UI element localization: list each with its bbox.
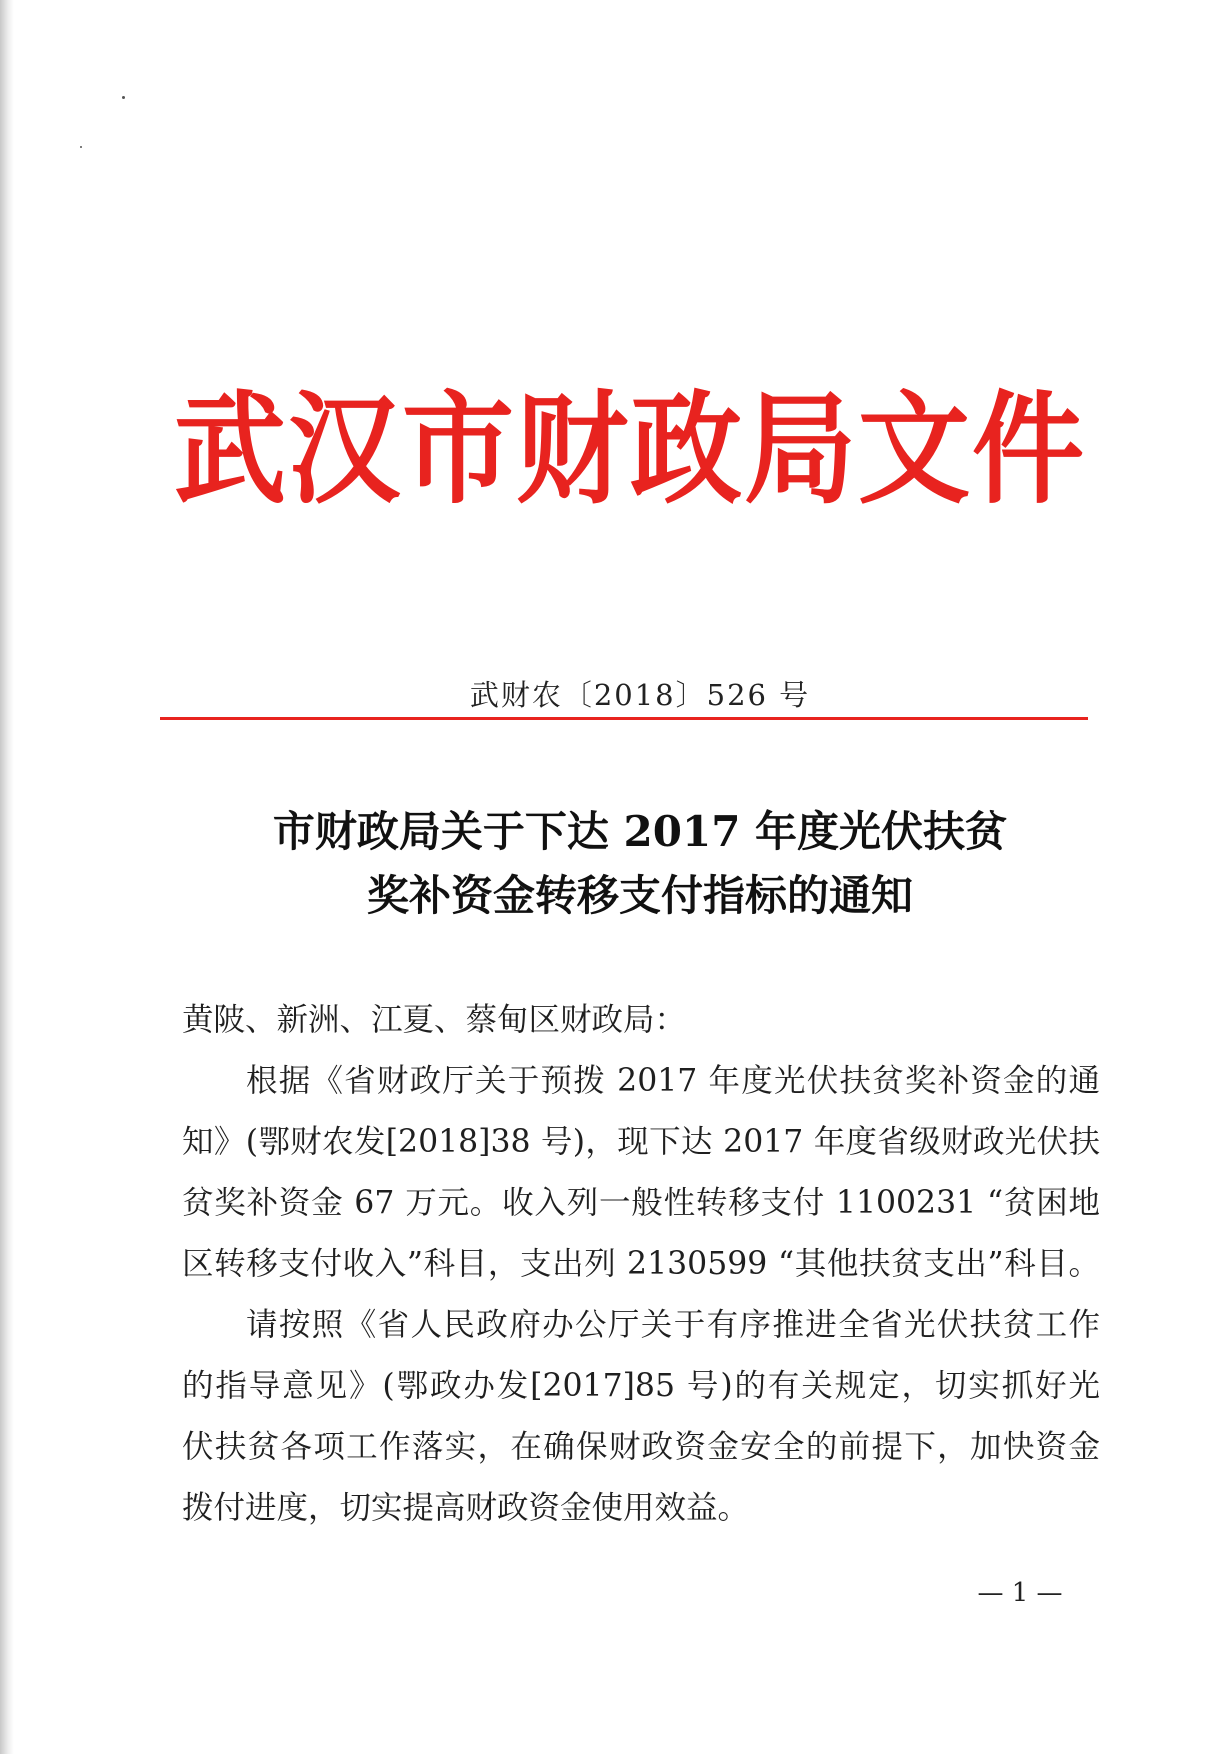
document-number: 武财农〔2018〕526 号 (469, 678, 811, 712)
paragraph-1-line-3: 贫奖补资金 67 万元。收入列一般性转移支付 1100231 “贫困地 (182, 1185, 1100, 1221)
title-line-1: 市财政局关于下达 2017 年度光伏扶贫 (272, 807, 1008, 856)
paragraph-1-line-1: 根据《省财政厅关于预拨 2017 年度光伏扶贫奖补资金的通 (246, 1063, 1100, 1099)
paragraph-2-line-2: 的指导意见》(鄂政办发[2017]85 号)的有关规定，切实抓好光 (182, 1368, 1100, 1404)
scan-edge-shadow (0, 0, 14, 1754)
paragraph-2-line-3: 伏扶贫各项工作落实，在确保财政资金安全的前提下，加快资金 (182, 1429, 1100, 1465)
paragraph-2-line-4: 拨付进度，切实提高财政资金使用效益。 (182, 1490, 750, 1526)
paragraph-2-line-1: 请按照《省人民政府办公厅关于有序推进全省光伏扶贫工作 (246, 1307, 1100, 1343)
paragraph-1-line-4: 区转移支付收入”科目，支出列 2130599 “其他扶贫支出”科目。 (182, 1246, 1100, 1282)
scan-speck (80, 146, 82, 148)
addressee: 黄陂、新洲、江夏、蔡甸区财政局： (182, 1002, 687, 1038)
masthead-title: 武汉市财政局文件 (174, 379, 1086, 521)
red-divider-line (160, 717, 1088, 720)
title-line-2: 奖补资金转移支付指标的通知 (366, 871, 913, 920)
paragraph-1-line-2: 知》(鄂财农发[2018]38 号)，现下达 2017 年度省级财政光伏扶 (182, 1124, 1100, 1160)
scan-speck (122, 96, 125, 99)
page-number: — 1 — (977, 1578, 1063, 1608)
document-body (182, 990, 1100, 1539)
document-title (160, 800, 1120, 928)
